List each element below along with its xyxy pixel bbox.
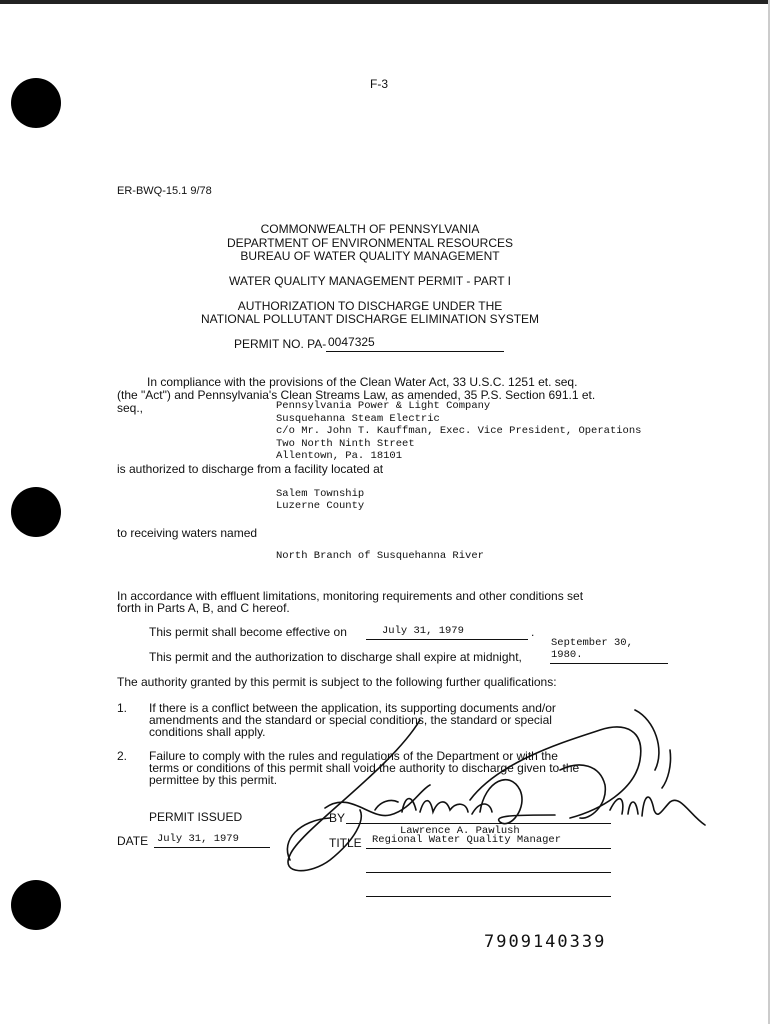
signer-title: Regional Water Quality Manager bbox=[372, 834, 562, 846]
permittee-attn: c/o Mr. John T. Kauffman, Exec. Vice President, Operations bbox=[276, 425, 642, 437]
permittee-city: Allentown, Pa. 18101 bbox=[276, 450, 403, 462]
condition-1-line3: conditions shall apply. bbox=[149, 725, 266, 739]
accordance-line2: forth in Parts A, B, and C hereof. bbox=[117, 601, 290, 615]
expire-date: September 30, 1980. bbox=[551, 637, 633, 661]
condition-2-line1: Failure to comply with the rules and regulations of the Department or with the bbox=[149, 749, 558, 763]
permit-no-value: 0047325 bbox=[328, 335, 375, 349]
header-line3: BUREAU OF WATER QUALITY MANAGEMENT bbox=[240, 249, 500, 263]
compliance-line2: (the "Act") and Pennsylvania's Clean Streams Law, as amended, 35 P.S. Section 691.1 et. bbox=[117, 388, 596, 402]
condition-1-line2: amendments and the standard or special conditions, the standard or special bbox=[149, 713, 552, 727]
permit-no-field bbox=[326, 336, 504, 352]
authorization-line2: NATIONAL POLLUTANT DISCHARGE ELIMINATION SYSTEM bbox=[200, 312, 540, 326]
located-label: is authorized to discharge from a facility located at bbox=[117, 462, 384, 476]
condition-2-number: 2. bbox=[117, 749, 128, 763]
title-label: TITLE bbox=[329, 836, 362, 850]
compliance-line3: seq., bbox=[117, 401, 144, 415]
authority-label: The authority granted by this permit is subject to the following further qualifications: bbox=[117, 675, 557, 689]
issued-date: July 31, 1979 bbox=[157, 833, 239, 845]
expire-label: This permit and the authorization to discharge shall expire at midnight, bbox=[149, 650, 522, 664]
header-line1: COMMONWEALTH OF PENNSYLVANIA bbox=[260, 222, 480, 236]
by-label: BY bbox=[329, 811, 346, 825]
effective-date: July 31, 1979 bbox=[382, 625, 464, 637]
handwritten-signature bbox=[270, 690, 710, 890]
compliance-line1: In compliance with the provisions of the Clean Water Act, 33 U.S.C. 1251 et. seq. bbox=[147, 375, 578, 389]
effective-period: . bbox=[531, 625, 535, 639]
page-top-edge bbox=[0, 0, 770, 4]
header-line2: DEPARTMENT OF ENVIRONMENTAL RESOURCES bbox=[226, 236, 514, 250]
permit-no-label: PERMIT NO. PA- bbox=[234, 337, 327, 351]
permit-title: WATER QUALITY MANAGEMENT PERMIT - PART I bbox=[228, 274, 512, 288]
permittee-name: Pennsylvania Power & Light Company bbox=[276, 400, 491, 412]
location-township: Salem Township bbox=[276, 488, 365, 500]
location-county: Luzerne County bbox=[276, 500, 365, 512]
page-number: F-3 bbox=[370, 77, 388, 91]
condition-1-line1: If there is a conflict between the application, its supporting documents and/or bbox=[149, 701, 556, 715]
punch-hole bbox=[11, 78, 61, 128]
effective-label: This permit shall become effective on bbox=[149, 625, 347, 639]
condition-1-number: 1. bbox=[117, 701, 128, 715]
permit-issued-label: PERMIT ISSUED bbox=[149, 810, 243, 824]
condition-2-line3: permittee by this permit. bbox=[149, 773, 278, 787]
condition-2-line2: terms or conditions of this permit shall void the authority to discharge given to the bbox=[149, 761, 580, 775]
form-id: ER-BWQ-15.1 9/78 bbox=[117, 185, 212, 197]
authorization-line1: AUTHORIZATION TO DISCHARGE UNDER THE bbox=[237, 299, 503, 313]
punch-hole bbox=[11, 880, 61, 930]
document-number: 7909140339 bbox=[484, 932, 607, 952]
issued-date-field bbox=[154, 832, 270, 848]
effective-date-field bbox=[366, 624, 528, 640]
date-label: DATE bbox=[117, 834, 149, 848]
accordance-line1: In accordance with effluent limitations, monitoring requirements and other conditions set bbox=[117, 589, 584, 603]
punch-hole bbox=[11, 487, 61, 537]
permittee-street: Two North Ninth Street bbox=[276, 438, 415, 450]
waters-label: to receiving waters named bbox=[117, 526, 258, 540]
permittee-facility: Susquehanna Steam Electric bbox=[276, 413, 440, 425]
receiving-waters: North Branch of Susquehanna River bbox=[276, 550, 484, 562]
signer-name: Lawrence A. Pawlush bbox=[400, 825, 520, 837]
expire-date-field bbox=[550, 637, 668, 664]
